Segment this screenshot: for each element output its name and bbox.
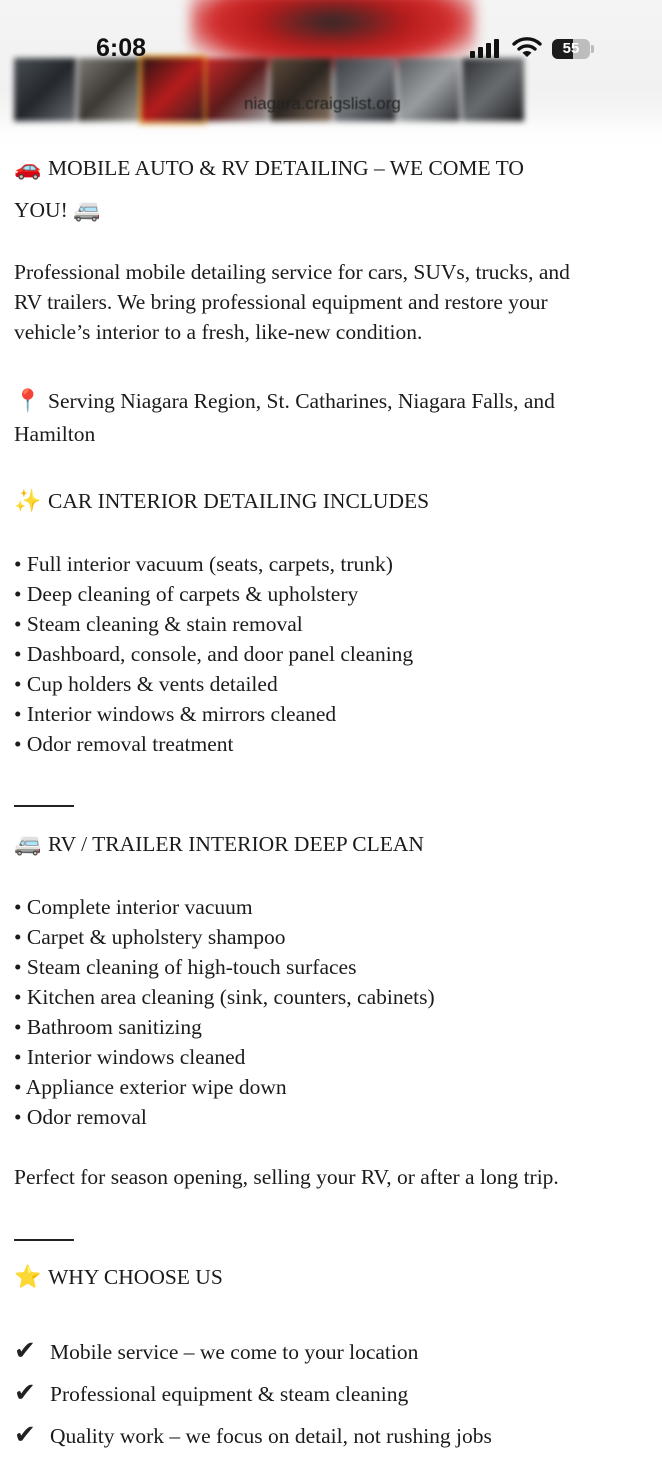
- intro-line: vehicle’s interior to a fresh, like-new condition.: [14, 320, 423, 344]
- list-item: • Deep cleaning of carpets & upholstery: [14, 582, 359, 606]
- rv-clean-list: [14, 892, 648, 1132]
- list-item: • Cup holders & vents detailed: [14, 672, 278, 696]
- list-item: • Complete interior vacuum: [14, 895, 253, 919]
- why-item-text: Mobile service – we come to your location: [50, 1340, 419, 1364]
- list-item: • Interior windows & mirrors cleaned: [14, 702, 337, 726]
- thumbnail[interactable]: [462, 58, 524, 122]
- rv-closing-text: Perfect for season opening, selling your RV, or after a long trip.: [14, 1165, 559, 1189]
- checkmark-icon: ✔: [14, 1336, 36, 1366]
- list-item: • Odor removal: [14, 1105, 147, 1129]
- checkmark-icon: ✔: [14, 1420, 36, 1450]
- why-item-text: Quality work – we focus on detail, not rushing jobs: [50, 1424, 492, 1448]
- list-item: • Kitchen area cleaning (sink, counters, cabinets): [14, 985, 435, 1009]
- section-divider: [14, 1239, 74, 1241]
- thumbnail[interactable]: [78, 58, 140, 122]
- rv-section-heading: [14, 829, 648, 860]
- list-item: • Full interior vacuum (seats, carpets, trunk): [14, 552, 393, 576]
- van-icon: 🚐: [73, 198, 101, 223]
- why-section-heading: [14, 1262, 648, 1293]
- header-fade: [0, 116, 662, 150]
- car-section-heading: [14, 486, 648, 517]
- list-item: • Dashboard, console, and door panel cleaning: [14, 642, 414, 666]
- battery-level: 55: [562, 40, 580, 57]
- cellular-signal-icon: [470, 38, 499, 58]
- image-gallery-header: [0, 0, 662, 150]
- car-heading-text: CAR INTERIOR DETAILING INCLUDES: [48, 489, 430, 513]
- list-item: • Carpet & upholstery shampoo: [14, 925, 286, 949]
- status-time: 6:08: [96, 34, 147, 62]
- list-item: [14, 1373, 648, 1415]
- intro-line: Professional mobile detailing service for cars, SUVs, trucks, and: [14, 260, 570, 284]
- rv-closing: [14, 1162, 648, 1192]
- section-divider: [14, 805, 74, 807]
- car-icon: 🚗: [14, 156, 42, 181]
- list-item: [14, 1415, 648, 1457]
- thumbnail[interactable]: [14, 58, 76, 122]
- battery-icon: [552, 39, 590, 59]
- post-title-line1: MOBILE AUTO & RV DETAILING – WE COME TO: [48, 156, 524, 180]
- list-item: [14, 1331, 648, 1373]
- wifi-icon: [512, 36, 542, 63]
- sparkles-icon: ✨: [14, 489, 42, 514]
- list-item: • Steam cleaning & stain removal: [14, 612, 303, 636]
- checkmark-icon: ✔: [14, 1378, 36, 1408]
- list-item: • Bathroom sanitizing: [14, 1015, 202, 1039]
- intro-line: RV trailers. We bring professional equipment and restore your: [14, 290, 548, 314]
- list-item: • Odor removal treatment: [14, 732, 234, 756]
- post-title-cont: [14, 195, 107, 226]
- list-item: • Appliance exterior wipe down: [14, 1075, 287, 1099]
- site-url[interactable]: niagara.craigslist.org: [244, 94, 401, 113]
- list-item: • Interior windows cleaned: [14, 1045, 246, 1069]
- thumbnail-selected[interactable]: [142, 58, 204, 122]
- thumbnail[interactable]: [398, 58, 460, 122]
- list-item: • Steam cleaning of high-touch surfaces: [14, 955, 357, 979]
- star-icon: ⭐: [14, 1265, 42, 1290]
- why-heading-text: WHY CHOOSE US: [48, 1265, 223, 1289]
- car-detailing-list: [14, 549, 648, 759]
- intro-paragraph: [14, 257, 648, 347]
- post-title-line2: YOU!: [14, 198, 68, 222]
- pin-icon: 📍: [14, 389, 42, 414]
- battery-tip: [591, 45, 594, 53]
- why-list: [14, 1331, 648, 1457]
- van-icon: 🚐: [14, 832, 42, 857]
- post-title: [14, 153, 524, 184]
- service-area-line2: Hamilton: [14, 422, 96, 446]
- service-area: [14, 385, 648, 451]
- why-item-text: Professional equipment & steam cleaning: [50, 1382, 409, 1406]
- service-area-line1: Serving Niagara Region, St. Catharines, Niagara Falls, and: [48, 389, 555, 413]
- rv-heading-text: RV / TRAILER INTERIOR DEEP CLEAN: [48, 832, 424, 856]
